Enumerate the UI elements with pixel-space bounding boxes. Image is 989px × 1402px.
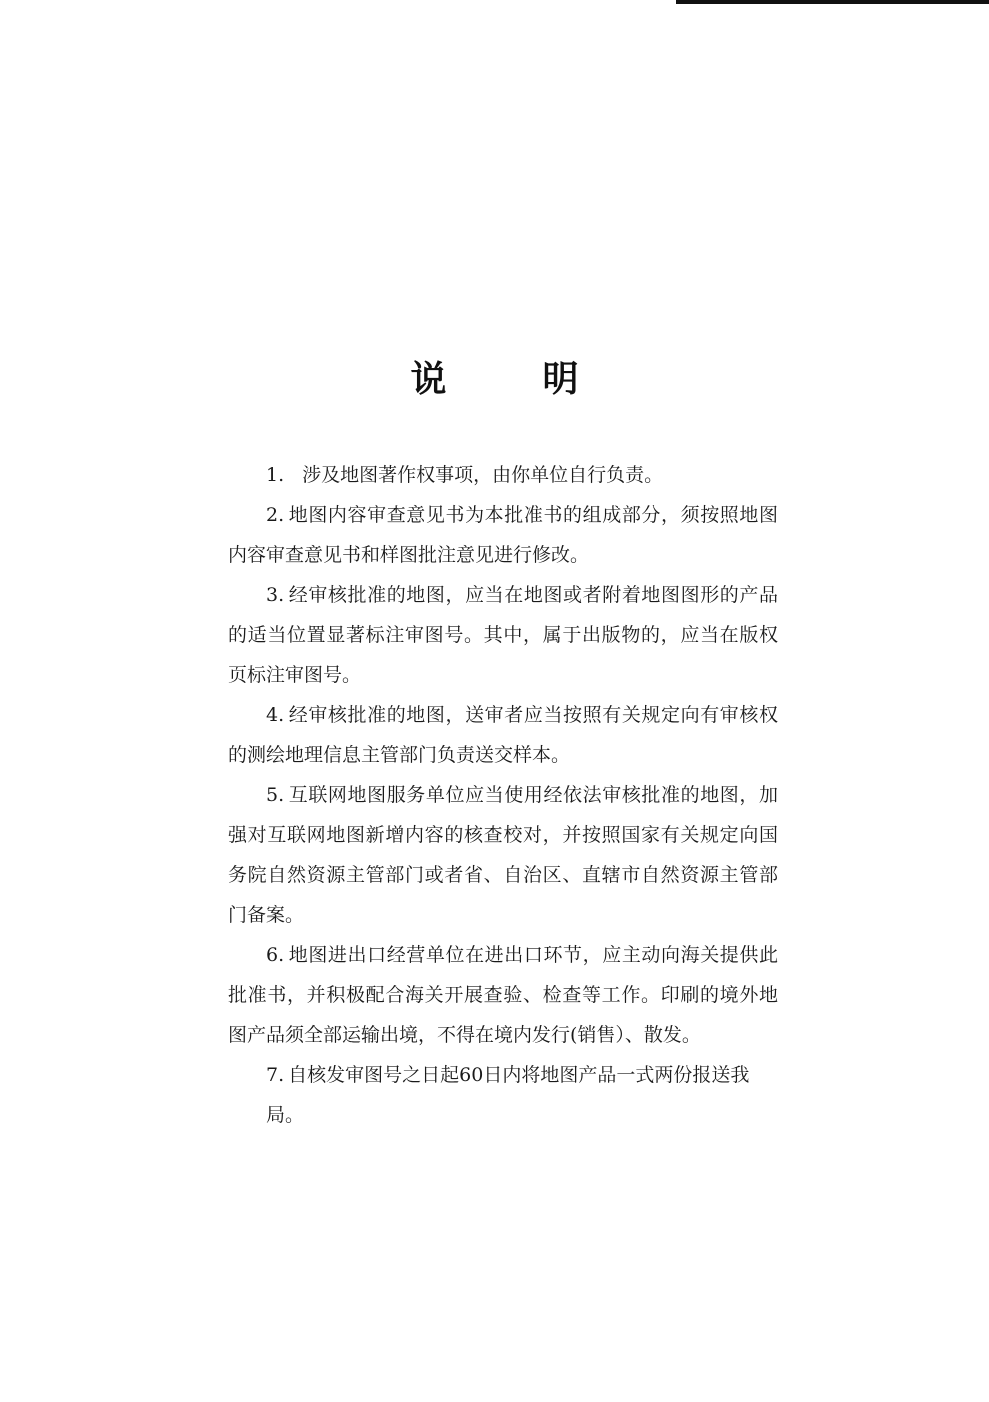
page-title: 说 明: [410, 359, 609, 400]
note-number: 3.: [266, 584, 285, 606]
note-text: 经审核批准的地图，送审者应当按照有关规定向有审核权的测绘地理信息主管部门负责送交样本。: [228, 704, 778, 766]
note-text: 涉及地图著作权事项，由你单位自行负责。: [302, 464, 664, 486]
note-item-6: [228, 935, 778, 1055]
note-text: 地图内容审查意见书为本批准书的组成部分，须按照地图内容审查意见书和样图批注意见进行修改。: [228, 504, 778, 566]
note-text-continuation: 局。: [266, 1104, 305, 1126]
note-text: 互联网地图服务单位应当使用经依法审核批准的地图，加强对互联网地图新增内容的核查校对，并按照国家有关规定向国务院自然资源主管部门或者省、自治区、直辖市自然资源主管部门备案。: [228, 784, 778, 926]
note-item-2: [228, 495, 778, 575]
note-number: 7.: [266, 1064, 285, 1086]
note-number: 1.: [266, 464, 285, 486]
note-number: 2.: [266, 504, 285, 526]
note-number: 4.: [266, 704, 285, 726]
note-item-4: [228, 695, 778, 775]
note-item-3: [228, 575, 778, 695]
note-number: 5.: [266, 784, 285, 806]
note-text: 经审核批准的地图，应当在地图或者附着地图图形的产品的适当位置显著标注审图号。其中，属于出版物的，应当在版权页标注审图号。: [228, 584, 778, 686]
notes-list: [228, 455, 778, 1135]
note-text: 地图进出口经营单位在进出口环节，应主动向海关提供此批准书，并积极配合海关开展查验、检查等工作。印刷的境外地图产品须全部运输出境，不得在境内发行(销售）、散发。: [228, 944, 778, 1046]
note-item-5: [228, 775, 778, 935]
top-border-line: [676, 0, 989, 4]
note-item-1: [228, 455, 778, 495]
note-number: 6.: [266, 944, 285, 966]
note-text: 自核发审图号之日起60日内将地图产品一式两份报送我: [288, 1064, 750, 1086]
note-item-7: [228, 1055, 778, 1135]
